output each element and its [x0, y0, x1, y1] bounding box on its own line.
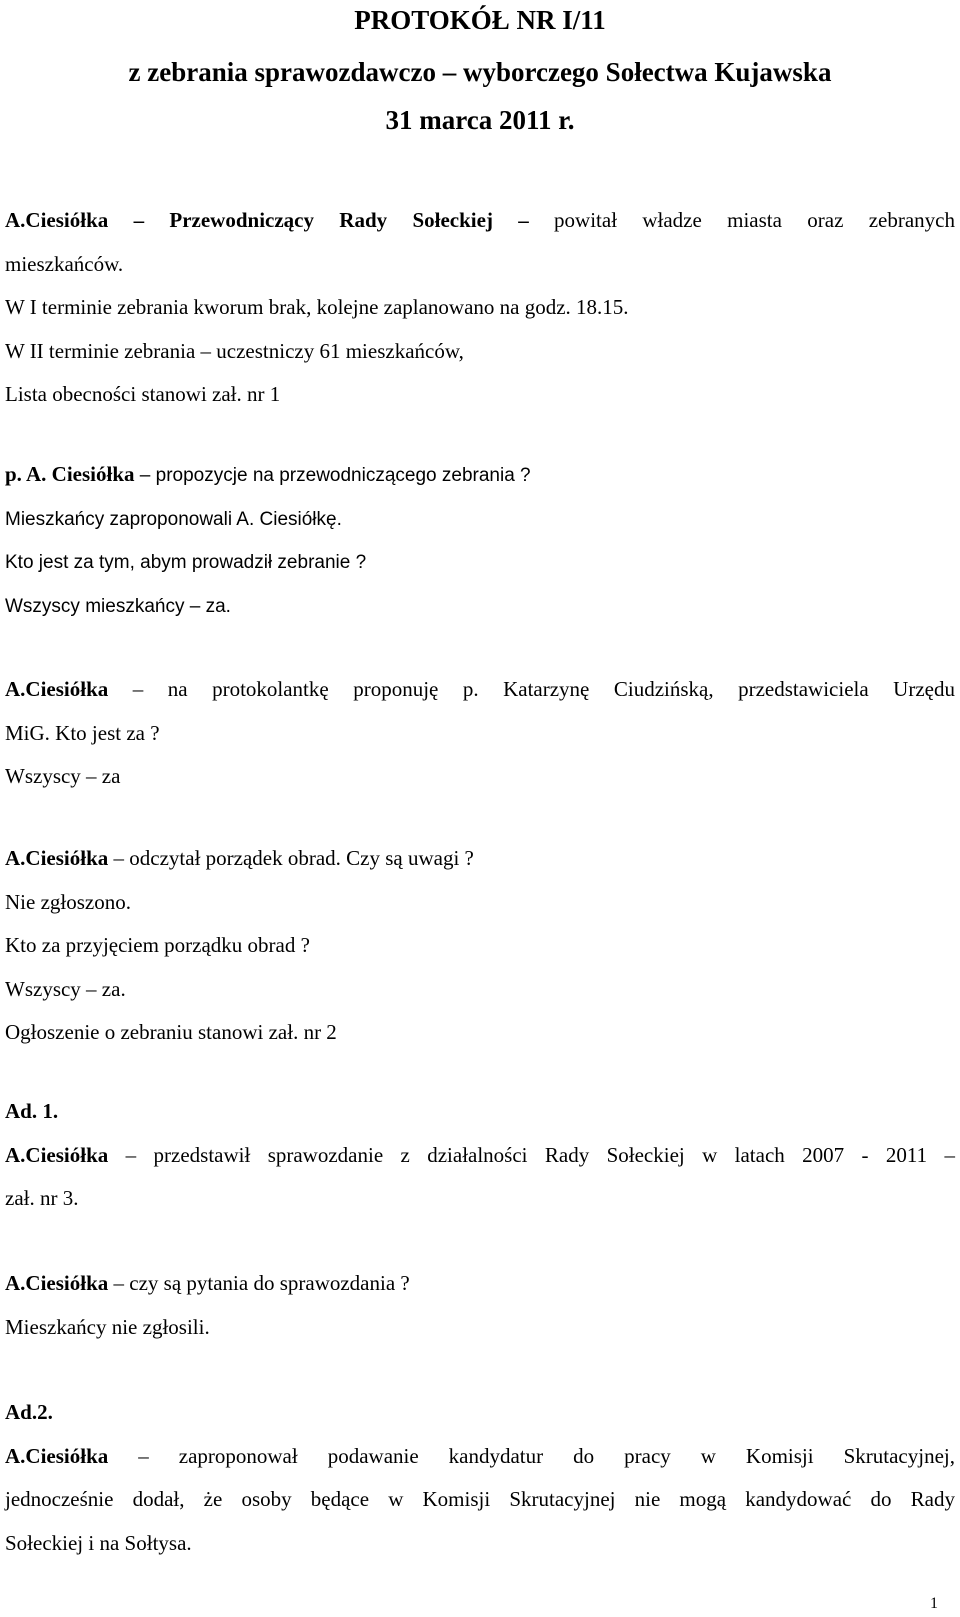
text-line [5, 453, 955, 498]
line-text: – przedstawił sprawozdanie z działalności Rady Sołeckiej w latach 2007 - 2011 – [108, 1142, 955, 1167]
paragraph-opening [5, 199, 955, 417]
line-text: – zaproponował podawanie kandydatur do pracy w Komisji Skrutacyjnej, [108, 1443, 955, 1468]
text-line [5, 668, 955, 712]
text-line: Mieszkańcy nie zgłosili. [5, 1314, 210, 1339]
text-line: W II terminie zebrania – uczestniczy 61 mieszkańców, [5, 338, 464, 363]
document-date: 31 marca 2011 r. [385, 105, 575, 135]
line-text: – czy są pytania do sprawozdania ? [108, 1271, 410, 1295]
text-line [5, 199, 955, 243]
speaker-name: A.Ciesiółka [5, 677, 109, 701]
paragraph-chair-proposal [5, 453, 955, 628]
text-line: zał. nr 3. [5, 1186, 79, 1210]
section-heading: Ad.2. [5, 1400, 53, 1424]
text-line [5, 1134, 955, 1178]
text-line [5, 837, 955, 881]
paragraph-ad-2 [5, 1391, 955, 1565]
speaker-name: p. A. Ciesiółka [5, 462, 135, 486]
text-line [5, 1435, 955, 1479]
text-line: Wszyscy – za [5, 764, 121, 788]
text-line: W I terminie zebrania kworum brak, kolejne zaplanowano na godz. 18.15. [5, 295, 629, 319]
line-text: – propozycje na przewodniczącego zebrania ? [134, 465, 531, 486]
paragraph-recorder-proposal [5, 668, 955, 799]
text-line: jednocześnie dodał, że osoby będące w Komisji Skrutacyjnej nie mogą kandydować do Rady [5, 1487, 955, 1511]
paragraph-ad-1 [5, 1090, 955, 1221]
text-line: Kto za przyjęciem porządku obrad ? [5, 933, 310, 957]
text-line: Wszyscy mieszkańcy – za. [5, 595, 231, 617]
speaker-name: A.Ciesiółka – Przewodniczący Rady Sołeckiej – [5, 208, 529, 232]
line-text: – na protokolantkę proponuję p. Katarzynę Ciudzińską, przedstawiciela Urzędu [108, 677, 955, 701]
document-title: PROTOKÓŁ NR I/11 [354, 5, 606, 35]
text-line: Sołeckiej i na Sołtysa. [5, 1530, 192, 1555]
text-line: Ogłoszenie o zebraniu stanowi zał. nr 2 [5, 1020, 337, 1044]
text-line: Wszyscy – za. [5, 976, 126, 1001]
line-text: – odczytał porządek obrad. Czy są uwagi ? [108, 846, 474, 870]
text-line: Nie zgłoszono. [5, 889, 131, 914]
speaker-name: A.Ciesiółka [5, 1142, 109, 1167]
text-line [5, 1262, 955, 1306]
text-line: Kto jest za tym, abym prowadził zebranie ? [5, 552, 367, 573]
text-line: mieszkańców. [5, 251, 124, 276]
text-line: MiG. Kto jest za ? [5, 720, 160, 745]
speaker-name: A.Ciesiółka [5, 1271, 109, 1295]
text-line: Mieszkańcy zaproponowali A. Ciesiółkę. [5, 508, 342, 530]
page-number: 1 [930, 1595, 938, 1612]
document-subtitle: z zebrania sprawozdawczo – wyborczego Sołectwa Kujawska [128, 57, 832, 87]
paragraph-agenda [5, 837, 955, 1055]
speaker-name: A.Ciesiółka [5, 846, 109, 870]
section-heading: Ad. 1. [5, 1099, 59, 1123]
text-line: Lista obecności stanowi zał. nr 1 [5, 382, 281, 406]
line-text: powitał władze miasta oraz zebranych [528, 208, 955, 232]
paragraph-questions [5, 1262, 955, 1349]
speaker-name: A.Ciesiółka [5, 1443, 109, 1468]
